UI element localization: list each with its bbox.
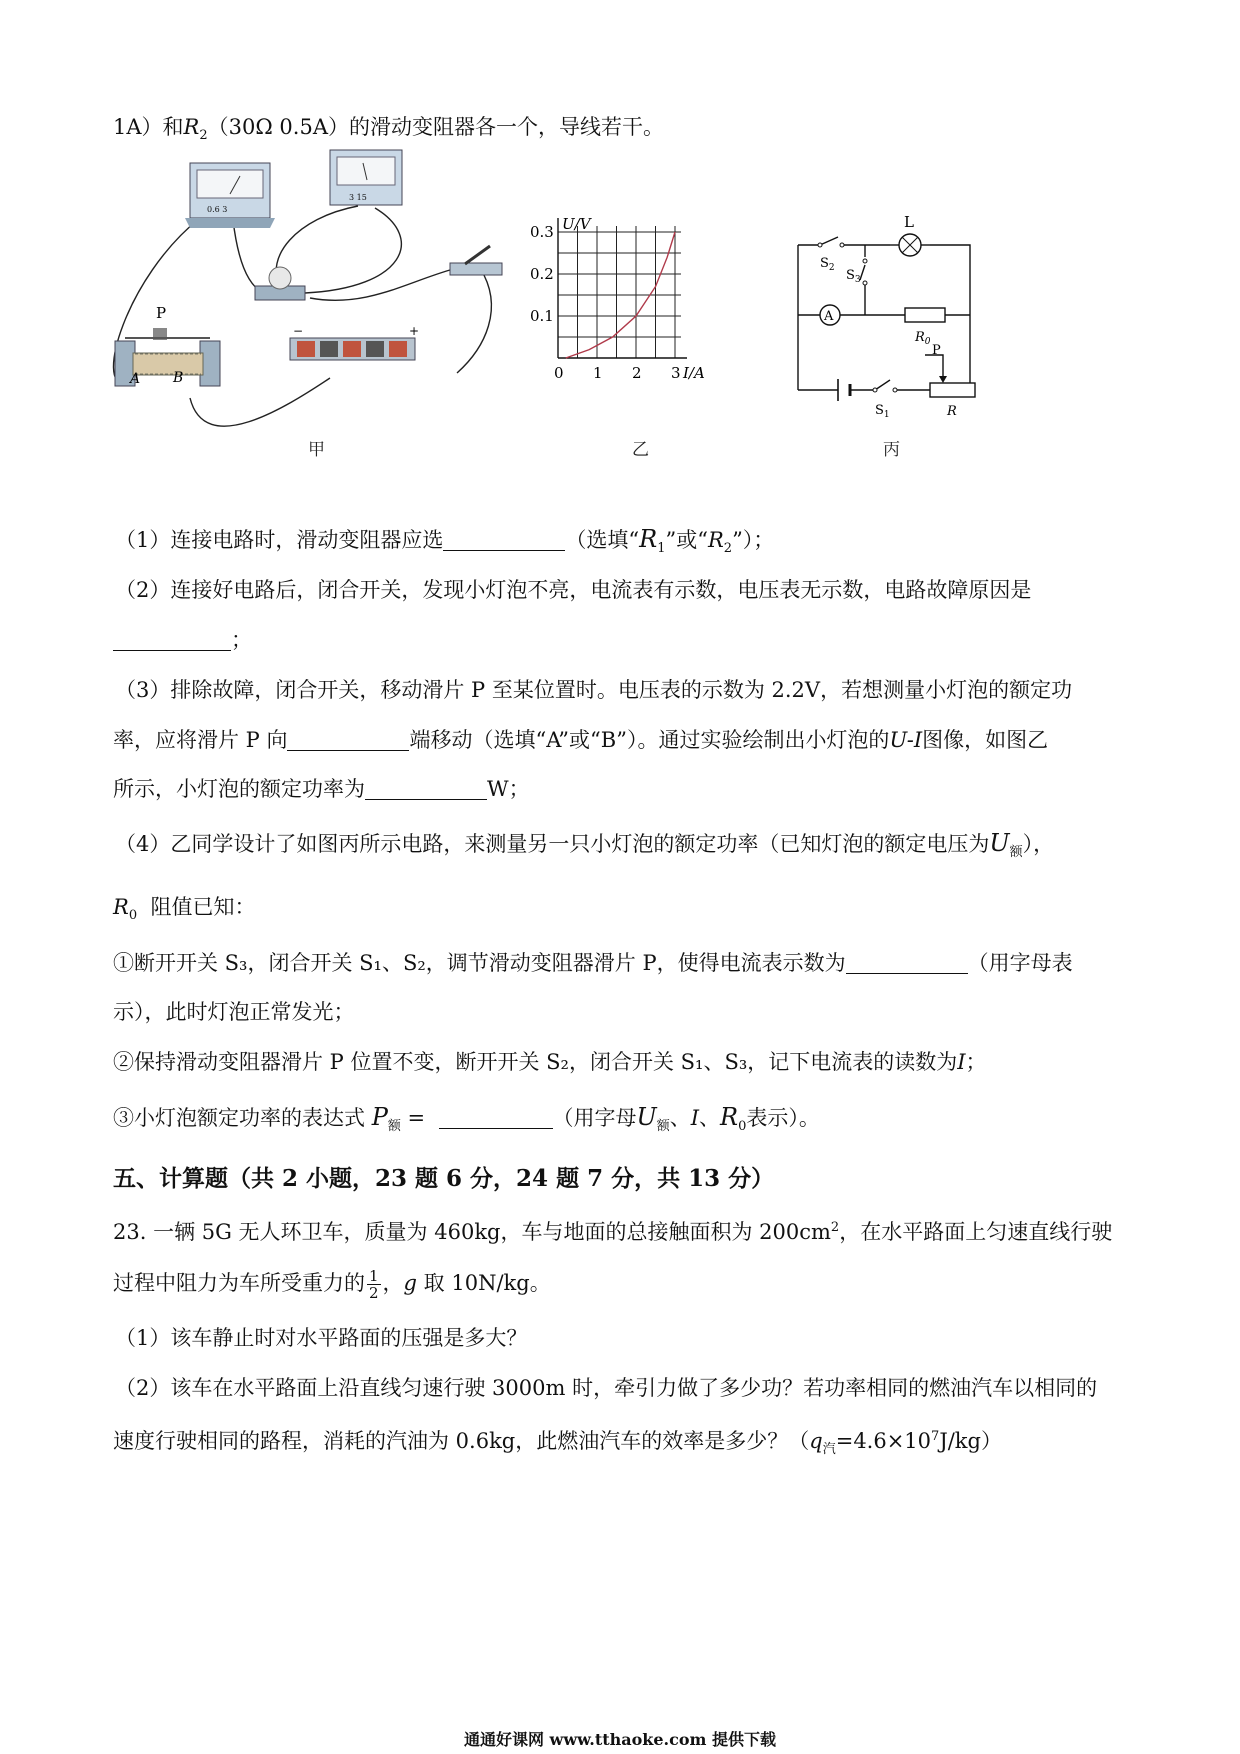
question-23-line-2 <box>113 1268 551 1301</box>
question-4-step-3-sep-2: 、 <box>699 1106 721 1130</box>
circuit-slider-label: P <box>932 343 941 358</box>
question-3-line-3-start: 所示，小灯泡的额定功率为 <box>113 777 365 801</box>
rheostat-device <box>115 304 220 387</box>
figure-bing-label: 丙 <box>883 440 900 460</box>
question-2-end: ； <box>231 628 252 652</box>
question-4-line-1-end: ）， <box>1022 832 1055 856</box>
question-4-power-expression-blank[interactable] <box>439 1106 553 1129</box>
fraction-numerator: 1 <box>369 1267 379 1285</box>
question-1-r1-symbol: R <box>639 525 658 553</box>
section-5-heading: 五、计算题（共 2 小题，23 题 6 分，24 题 7 分，共 13 分） <box>113 1165 775 1192</box>
intro-prefix: 1A）和 <box>113 115 184 139</box>
question-4-step-1 <box>113 948 1073 978</box>
question-1-or-text: ”或“ <box>665 528 708 552</box>
question-4-step-3-u-symbol: U <box>636 1103 657 1131</box>
question-3-line-3-end: W； <box>487 777 530 801</box>
question-23-line-1-text: 23. 一辆 5G 无人环卫车，质量为 460kg，车与地面的总接触面积为 200cm <box>113 1220 831 1244</box>
question-4-line-1 <box>115 828 1054 868</box>
question-3-line-1-text: （3）排除故障，闭合开关，移动滑片 P 至某位置时。电压表的示数为 2.2V，若想测量小灯泡的额定功 <box>115 678 1073 702</box>
question-23-line-2-text: 过程中阻力为车所受重力的 <box>113 1271 365 1295</box>
question-4-line-2-text: 阻值已知： <box>150 895 256 919</box>
ammeter-device <box>185 163 275 228</box>
question-4-u-subscript: 额 <box>1009 845 1023 861</box>
question-4-step-2-text: ②保持滑动变阻器滑片 P 位置不变，断开开关 S₂，闭合开关 S₁、S₃，记下电流表的读数为 <box>113 1050 958 1074</box>
lamp-device <box>255 267 305 300</box>
question-4-step-3 <box>113 1102 820 1142</box>
question-23-line-1-end: ，在水平路面上匀速直线行驶 <box>839 1220 1113 1244</box>
question-23-g-symbol: g <box>403 1271 417 1295</box>
question-1 <box>115 524 774 564</box>
intro-suffix: （30Ω 0.5A）的滑动变阻器各一个，导线若干。 <box>207 115 664 139</box>
circuit-s3-label: S <box>846 268 855 283</box>
svg-text:S1 <box>875 403 890 420</box>
question-4-step-3-i-symbol: I <box>690 1106 700 1130</box>
question-4-p-subscript: 额 <box>387 1119 401 1135</box>
circuit-r0 <box>905 308 945 347</box>
intro-r2-subscript: 2 <box>199 128 208 144</box>
question-1-r1-subscript: 1 <box>657 541 666 557</box>
question-4-line-1-text: （4）乙同学设计了如图丙所示电路，来测量另一只小灯泡的额定功率（已知灯泡的额定电压为 <box>115 832 990 856</box>
footer-download-note: 通通好课网 www.tthaoke.com 提供下载 <box>463 1730 777 1749</box>
circuit-s1-subscript: 1 <box>883 410 890 420</box>
chart-x-tick-label: 1 <box>593 364 603 382</box>
rheostat-end-b-label: B <box>173 370 184 386</box>
question-3-line-2 <box>113 725 1048 755</box>
question-4-equals: = <box>400 1106 426 1130</box>
rheostat-slider-label: P <box>156 304 167 322</box>
question-4-step-3-end: 表示）。 <box>746 1106 820 1130</box>
question-4-current-blank[interactable] <box>846 951 968 974</box>
question-23-sub-1 <box>115 1323 527 1353</box>
chart-x-tick-label: 0 <box>554 364 564 382</box>
circuit-rheostat <box>930 343 975 419</box>
circuit-lamp-label: L <box>904 213 914 231</box>
figure-yi-label: 乙 <box>632 440 649 460</box>
question-4-step-3-note: （用字母 <box>552 1106 637 1130</box>
question-1-r2-subscript: 2 <box>723 541 733 557</box>
question-4-step-2-end: ； <box>965 1050 987 1074</box>
question-23-sub-2-line-2 <box>113 1422 1002 1465</box>
chart-grid <box>558 226 681 358</box>
question-3-ui-symbol: U-I <box>889 728 923 752</box>
figure-bing-circuit <box>780 215 990 420</box>
question-1-blank[interactable] <box>443 528 565 551</box>
question-4-step-2 <box>113 1047 987 1077</box>
svg-text:S2 <box>820 256 835 273</box>
question-4-step-3-sep-1: 、 <box>669 1106 691 1130</box>
question-23-line-2-end: 取 10N/kg。 <box>417 1271 551 1295</box>
chart-x-axis-label: I/A <box>683 364 705 382</box>
question-23-sub-1-text: （1）该车静止时对水平路面的压强是多大？ <box>115 1326 528 1350</box>
circuit-s1-label: S <box>875 403 884 418</box>
question-4-step-3-u-subscript: 额 <box>656 1119 670 1135</box>
question-23-sub-2-line-1-text: （2）该车在水平路面上沿直线匀速行驶 3000m 时，牵引力做了多少功？若功率相同的燃油汽车以相同的 <box>115 1376 1098 1400</box>
figure-jia-label: 甲 <box>308 440 325 460</box>
fraction-denominator: 2 <box>369 1284 379 1302</box>
voltmeter-device <box>330 150 402 205</box>
question-23-fraction <box>367 1268 381 1301</box>
question-4-r0-subscript: 0 <box>128 908 138 924</box>
rheostat-end-a-label: A <box>130 371 141 387</box>
question-23-q-symbol: q <box>809 1429 823 1453</box>
circuit-ammeter <box>820 305 840 325</box>
question-1-r2-symbol: R <box>707 528 724 552</box>
question-4-step-3-r-subscript: 0 <box>738 1119 747 1135</box>
question-23-heat-exponent: 7 <box>931 1429 940 1444</box>
question-23-sub-2-line-1 <box>115 1373 1097 1403</box>
chart-x-tick-label: 3 <box>671 364 681 382</box>
figure-jia-apparatus <box>105 158 505 458</box>
question-4-step-3-text: ③小灯泡额定功率的表达式 <box>113 1106 365 1130</box>
question-3-direction-blank[interactable] <box>287 728 409 751</box>
chart-y-axis-label: U/V <box>562 215 591 233</box>
question-23-area-superscript: 2 <box>830 1220 840 1235</box>
question-4-step-3-r-symbol: R <box>720 1103 739 1131</box>
question-23-heat-unit: J/kg） <box>939 1429 1002 1453</box>
circuit-s2-subscript: 2 <box>828 263 835 273</box>
intro-line <box>113 112 664 151</box>
svg-text:−: − <box>293 324 304 338</box>
question-4-step-1-cont <box>113 997 355 1027</box>
question-23-line-2-comma: ， <box>382 1271 404 1295</box>
svg-text:+: + <box>409 324 420 338</box>
question-4-step-1-note: （用字母表 <box>967 951 1073 975</box>
question-3-line-2-end: 图像，如图乙 <box>922 728 1049 752</box>
knife-switch-device <box>450 246 502 275</box>
chart-y-tick-label: 0.2 <box>530 265 554 283</box>
question-1-end: ”）； <box>732 528 775 552</box>
circuit-r0-subscript: 0 <box>924 337 931 347</box>
question-3-power-blank[interactable] <box>365 777 487 800</box>
question-4-step-2-i-symbol: I <box>957 1050 966 1074</box>
intro-r2-symbol: R <box>183 115 200 139</box>
question-4-p-symbol: P <box>371 1103 388 1131</box>
question-3-line-2-start: 率，应将滑片 P 向 <box>113 728 288 752</box>
question-4-step-1-cont-text: 示），此时灯泡正常发光； <box>113 1000 355 1024</box>
circuit-r0-label: R <box>915 330 925 345</box>
battery-pack-device <box>290 324 419 360</box>
question-23-line-1 <box>113 1213 1112 1247</box>
question-4-r0-symbol: R <box>113 895 129 919</box>
circuit-s2-label: S <box>820 256 829 271</box>
voltmeter-scale-label: 3 15 <box>349 193 367 202</box>
question-2-blank[interactable] <box>113 628 231 651</box>
question-23-sub-2-line-2-text: 速度行驶相同的路程，消耗的汽油为 0.6kg，此燃油汽车的效率是多少？（ <box>113 1429 810 1453</box>
chart-y-tick-label: 0.1 <box>530 307 554 325</box>
chart-x-tick-label: 2 <box>632 364 642 382</box>
circuit-lamp <box>890 213 930 256</box>
figure-yi-chart <box>530 215 740 425</box>
question-4-line-2 <box>113 892 255 931</box>
question-23-q-subscript: 汽 <box>822 1442 836 1458</box>
question-3-line-3 <box>113 774 530 804</box>
question-23-heat-value: =4.6×10 <box>835 1429 932 1453</box>
circuit-s3-subscript: 3 <box>854 275 861 285</box>
question-4-step-1-text: ①断开开关 S₃，闭合开关 S₁、S₂，调节滑动变阻器滑片 P，使得电流表示数为 <box>113 951 846 975</box>
question-3-line-2-middle: 端移动（选填“A”或“B”）。通过实验绘制出小灯泡的 <box>409 728 890 752</box>
question-2-text: （2）连接好电路后，闭合开关，发现小灯泡不亮，电流表有示数，电压表无示数，电路故障原因是 <box>115 578 1032 602</box>
ammeter-scale-label: 0.6 3 <box>207 205 228 214</box>
question-4-u-symbol: U <box>989 829 1010 857</box>
question-2 <box>115 575 1031 605</box>
chart-y-tick-label: 0.3 <box>530 223 554 241</box>
circuit-rheostat-label: R <box>947 404 957 419</box>
circuit-ammeter-label: A <box>824 309 834 324</box>
svg-text:S3 <box>846 268 861 285</box>
question-3-line-1 <box>115 675 1072 705</box>
question-1-option-text: （选填“ <box>565 528 640 552</box>
question-1-text: （1）连接电路时，滑动变阻器应选 <box>115 528 444 552</box>
svg-text:R0 <box>914 330 931 347</box>
question-2-answer-line <box>113 625 252 655</box>
